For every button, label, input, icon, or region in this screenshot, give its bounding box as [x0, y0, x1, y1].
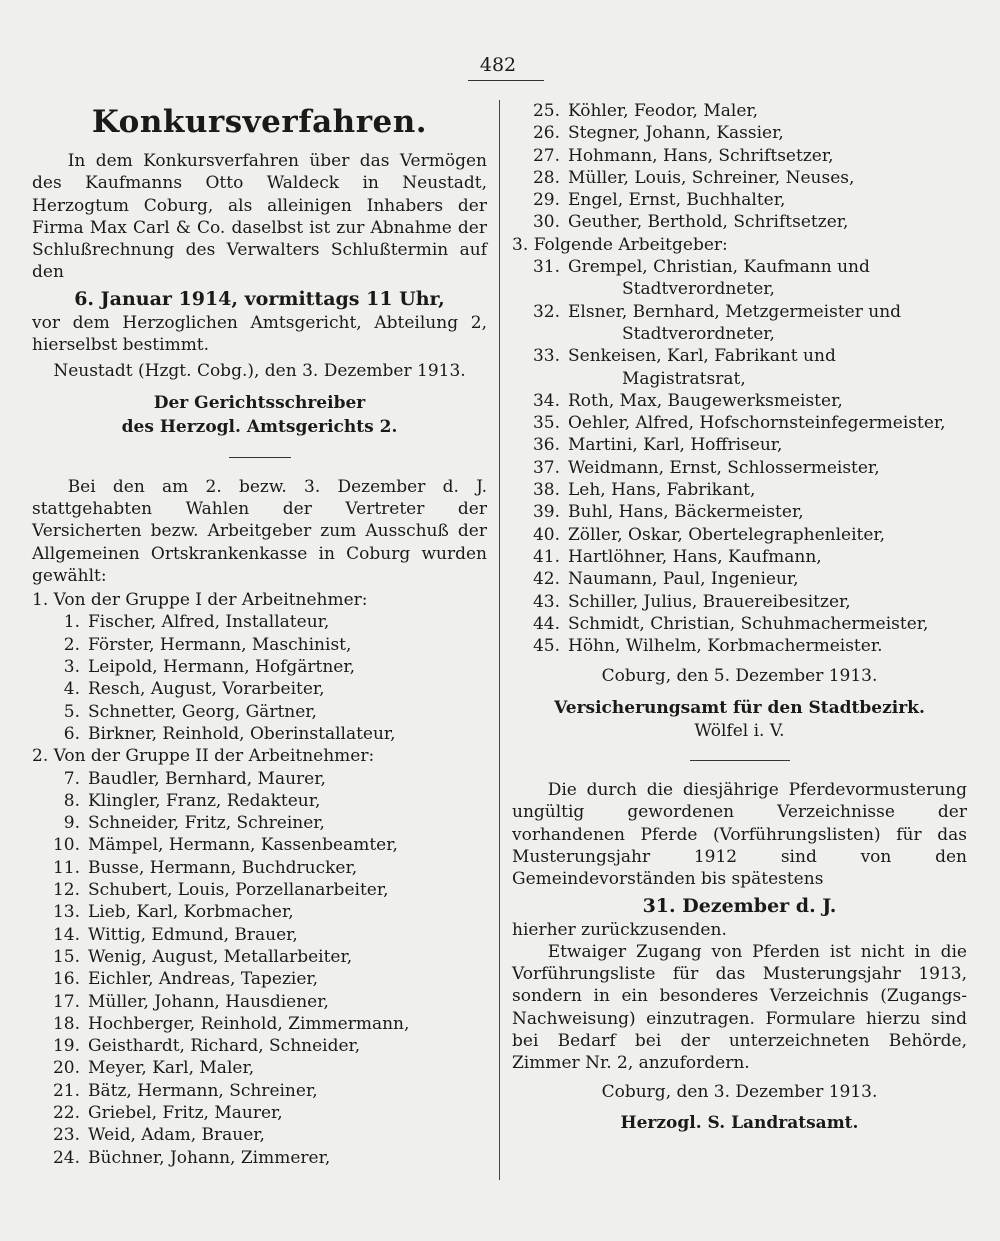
list-item-text: Schubert, Louis, Porzellanarbeiter, — [88, 880, 389, 901]
list-item — [32, 1147, 487, 1169]
list-item-text: Geuther, Berthold, Schriftsetzer, — [568, 212, 849, 233]
list-item — [32, 1102, 487, 1124]
group-2-list-continued — [512, 100, 967, 234]
list-item — [32, 611, 487, 633]
list-item — [512, 211, 967, 233]
right-column — [512, 100, 967, 1135]
list-item-number: 37. — [532, 457, 560, 478]
list-item — [32, 857, 487, 879]
list-item-number: 21. — [52, 1080, 80, 1101]
list-item — [32, 924, 487, 946]
list-item — [32, 656, 487, 678]
list-item — [32, 901, 487, 923]
list-item-text: Senkeisen, Karl, Fabrikant und — [568, 346, 836, 367]
list-item-number: 36. — [532, 435, 560, 456]
list-item-text: Schmidt, Christian, Schuhmachermeister, — [568, 613, 929, 634]
list-item — [512, 100, 967, 122]
list-item-number: 15. — [52, 946, 80, 967]
list-item-text: Busse, Hermann, Buchdrucker, — [88, 857, 358, 878]
list-item-number: 40. — [532, 524, 560, 545]
section-rule — [229, 457, 291, 458]
list-item — [512, 412, 967, 434]
list-item-number: 45. — [532, 636, 560, 657]
office-signatory: Wölfel i. V. — [694, 720, 785, 741]
list-item — [512, 256, 967, 278]
list-item — [512, 457, 967, 479]
list-item-number: 13. — [52, 902, 80, 923]
list-item-number: 34. — [532, 390, 560, 411]
list-item-number: 8. — [63, 790, 80, 811]
list-item-number: 2. — [63, 634, 80, 655]
list-item — [512, 345, 967, 367]
list-item — [32, 678, 487, 700]
list-item-text: Geisthardt, Richard, Schneider, — [88, 1036, 361, 1057]
list-item-text: Meyer, Karl, Maler, — [88, 1058, 255, 1079]
list-item-text: Wenig, August, Metallarbeiter, — [88, 946, 353, 967]
list-item-text: Leh, Hans, Fabrikant, — [568, 480, 756, 501]
list-item-continuation: Magistratsrat, — [622, 368, 746, 389]
place-date-1: Coburg, den 5. Dezember 1913. — [601, 666, 878, 687]
list-item-number: 9. — [63, 813, 80, 834]
office-signature: Versicherungsamt für den Stadtbezirk. — [554, 697, 925, 718]
court-paragraph: vor dem Herzoglichen Amtsgericht, Abteilung 2, hierselbst bestimmt. — [32, 312, 487, 356]
list-item — [32, 968, 487, 990]
list-item-number: 23. — [52, 1125, 80, 1146]
list-item — [32, 723, 487, 745]
list-item-number: 4. — [63, 679, 80, 700]
list-item-number: 14. — [52, 924, 80, 945]
list-item-number: 44. — [532, 613, 560, 634]
list-item-text: Bätz, Hermann, Schreiner, — [88, 1080, 318, 1101]
hearing-date: 6. Januar 1914, vormittags 11 Uhr, — [74, 287, 445, 310]
list-item — [512, 145, 967, 167]
list-item — [512, 390, 967, 412]
list-item-text: Martini, Karl, Hoffriseur, — [568, 435, 783, 456]
list-item-continuation: Stadtverordneter, — [622, 279, 775, 300]
group-3-list — [512, 256, 967, 657]
list-item — [32, 991, 487, 1013]
return-deadline: 31. Dezember d. J. — [642, 894, 837, 917]
list-item-text: Elsner, Bernhard, Metzgermeister und — [568, 301, 902, 322]
list-item — [512, 546, 967, 568]
return-instruction: hierher zurückzusenden. — [512, 919, 727, 940]
list-item — [32, 1124, 487, 1146]
list-item-number: 27. — [532, 145, 560, 166]
list-item-text: Naumann, Paul, Ingenieur, — [568, 569, 799, 590]
list-item-text: Weid, Adam, Brauer, — [88, 1125, 265, 1146]
list-item-text: Wittig, Edmund, Brauer, — [88, 924, 298, 945]
additions-paragraph: Etwaiger Zugang von Pferden ist nicht in die Vorführungsliste für das Musterungsjahr 1913, sondern in ein besonderes Verzeichnis (Zugangs-Nachweisung) einzutragen. Formulare hierzu sind bei Bedarf bei der unterzeichneten Behörde, Zimmer Nr. 2, anzufordern. — [512, 941, 967, 1074]
list-item — [512, 122, 967, 144]
list-item-number: 18. — [52, 1013, 80, 1034]
list-item — [512, 301, 967, 323]
list-item — [32, 701, 487, 723]
page-number-rule — [468, 80, 544, 81]
list-item-text: Engel, Ernst, Buchhalter, — [568, 190, 786, 211]
list-item-number: 20. — [52, 1058, 80, 1079]
list-item — [512, 613, 967, 635]
list-item-number: 32. — [532, 301, 560, 322]
list-item — [32, 1057, 487, 1079]
list-item-number: 11. — [52, 857, 80, 878]
list-item-text: Köhler, Feodor, Maler, — [568, 101, 759, 121]
list-item — [32, 634, 487, 656]
page-number: 482 — [479, 54, 517, 76]
list-item — [32, 834, 487, 856]
section-rule-right — [690, 760, 790, 761]
list-item-text: Schnetter, Georg, Gärtner, — [88, 701, 317, 722]
list-item-number: 28. — [532, 167, 560, 188]
list-item-text: Müller, Louis, Schreiner, Neuses, — [568, 167, 855, 188]
column-divider — [499, 100, 500, 1180]
list-item-text: Resch, August, Vorarbeiter, — [88, 679, 325, 700]
list-item-text: Müller, Johann, Hausdiener, — [88, 991, 329, 1012]
list-item-number: 42. — [532, 569, 560, 590]
list-item-number: 7. — [63, 768, 80, 789]
list-item — [32, 1080, 487, 1102]
list-item-text: Eichler, Andreas, Tapezier, — [88, 969, 319, 990]
list-item-continuation: Stadtverordneter, — [622, 323, 775, 344]
list-item-text: Buhl, Hans, Bäckermeister, — [568, 502, 804, 523]
list-item-text: Schiller, Julius, Brauereibesitzer, — [568, 591, 851, 612]
list-item-text: Lieb, Karl, Korbmacher, — [88, 902, 294, 923]
list-item-text: Leipold, Hermann, Hofgärtner, — [88, 657, 356, 678]
group-2-list — [32, 768, 487, 1169]
group-1-heading: 1. Von der Gruppe I der Arbeitnehmer: — [32, 590, 368, 611]
list-item — [512, 591, 967, 613]
signature-line-1: Der Gerichtsschreiber — [153, 392, 366, 413]
list-item — [32, 812, 487, 834]
list-item-number: 17. — [52, 991, 80, 1012]
list-item-text: Klingler, Franz, Redakteur, — [88, 790, 321, 811]
list-item — [512, 434, 967, 456]
left-column — [32, 100, 487, 1169]
list-item-text: Zöller, Oskar, Obertelegraphenleiter, — [568, 524, 886, 545]
list-item-text: Grempel, Christian, Kaufmann und — [568, 257, 870, 278]
list-item-number: 5. — [63, 701, 80, 722]
list-item-number: 33. — [532, 346, 560, 367]
list-item-number: 6. — [63, 723, 80, 744]
list-item-text: Weidmann, Ernst, Schlossermeister, — [568, 457, 880, 478]
list-item-text: Stegner, Johann, Kassier, — [568, 123, 784, 144]
election-paragraph: Bei den am 2. bezw. 3. Dezember d. J. stattgehabten Wahlen der Vertreter der Versicherten bezw. Arbeitgeber zum Ausschuß der Allgemeinen Ortskrankenkasse in Coburg wurden gewählt: — [32, 476, 487, 586]
list-item-number: 38. — [532, 480, 560, 501]
list-item-number: 10. — [52, 835, 80, 856]
list-item-number: 22. — [52, 1102, 80, 1123]
list-item-number: 41. — [532, 546, 560, 567]
list-item-text: Mämpel, Hermann, Kassenbeamter, — [88, 835, 398, 856]
list-item-number: 3. — [63, 657, 80, 678]
list-item-number: 43. — [532, 591, 560, 612]
list-item-number: 31. — [532, 257, 560, 278]
list-item-number: 12. — [52, 880, 80, 901]
list-item-text: Förster, Hermann, Maschinist, — [88, 634, 352, 655]
list-item — [512, 189, 967, 211]
notice-heading: Konkursverfahren. — [91, 104, 428, 140]
bankruptcy-paragraph: In dem Konkursverfahren über das Vermögen des Kaufmanns Otto Waldeck in Neustadt, Herzogtum Coburg, als alleinigen Inhabers der Firma Max Carl & Co. daselbst ist zur Abnahme der Schlußrechnung des Verwalters Schlußtermin auf den — [32, 151, 487, 283]
list-item — [32, 790, 487, 812]
place-date-2: Coburg, den 3. Dezember 1913. — [601, 1081, 878, 1102]
list-item-number: 24. — [52, 1147, 80, 1168]
list-item-text: Hartlöhner, Hans, Kaufmann, — [568, 546, 822, 567]
list-item-text: Büchner, Johann, Zimmerer, — [88, 1147, 331, 1168]
list-item-text: Oehler, Alfred, Hofschornsteinfegermeister, — [568, 413, 946, 434]
list-item — [32, 1013, 487, 1035]
list-item-number: 16. — [52, 969, 80, 990]
place-date: Neustadt (Hzgt. Cobg.), den 3. Dezember 1913. — [53, 361, 466, 382]
horse-register-paragraph: Die durch die diesjährige Pferdevormusterung ungültig gewordenen Verzeichnisse der vorhandenen Pferde (Vorführungslisten) für das Musterungsjahr 1912 sind von den Gemeindevorständen bis spätestens — [512, 780, 967, 890]
group-3-heading: 3. Folgende Arbeitgeber: — [512, 234, 728, 255]
list-item — [512, 635, 967, 657]
list-item-text: Baudler, Bernhard, Maurer, — [88, 768, 326, 789]
list-item — [512, 568, 967, 590]
list-item-text: Hohmann, Hans, Schriftsetzer, — [568, 145, 834, 166]
list-item-number: 39. — [532, 502, 560, 523]
list-item-number: 29. — [532, 190, 560, 211]
list-item-text: Birkner, Reinhold, Oberinstallateur, — [88, 723, 396, 744]
district-office-signature: Herzogl. S. Landratsamt. — [620, 1112, 859, 1133]
list-item-text: Schneider, Fritz, Schreiner, — [88, 813, 325, 834]
list-item-number: 25. — [532, 101, 560, 121]
group-2-heading: 2. Von der Gruppe II der Arbeitnehmer: — [32, 746, 375, 767]
list-item-number: 30. — [532, 212, 560, 233]
list-item-text: Roth, Max, Baugewerksmeister, — [568, 390, 843, 411]
list-item-number: 26. — [532, 123, 560, 144]
group-1-list — [32, 611, 487, 745]
list-item — [32, 768, 487, 790]
list-item-number: 19. — [52, 1036, 80, 1057]
signature-line-2: des Herzogl. Amtsgerichts 2. — [121, 416, 398, 437]
list-item-number: 35. — [532, 413, 560, 434]
list-item — [512, 479, 967, 501]
list-item-text: Griebel, Fritz, Maurer, — [88, 1102, 283, 1123]
list-item — [32, 946, 487, 968]
list-item-text: Fischer, Alfred, Installateur, — [88, 612, 330, 633]
list-item-number: 1. — [63, 612, 80, 633]
list-item — [512, 501, 967, 523]
list-item — [32, 1035, 487, 1057]
list-item-text: Hochberger, Reinhold, Zimmermann, — [88, 1013, 410, 1034]
list-item — [512, 524, 967, 546]
list-item — [512, 167, 967, 189]
list-item-text: Höhn, Wilhelm, Korbmachermeister. — [568, 636, 883, 657]
list-item — [32, 879, 487, 901]
